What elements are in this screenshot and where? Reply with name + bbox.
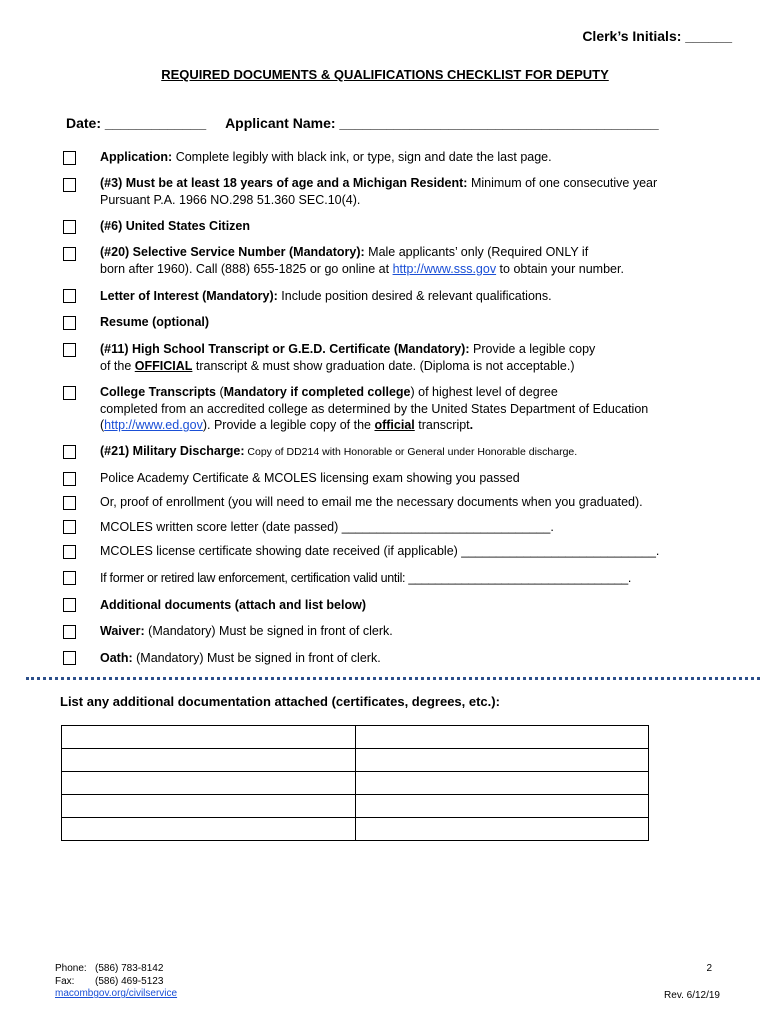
applicant-name-label[interactable]: Applicant Name: _________________________________________ xyxy=(225,115,659,131)
item-college: College Transcripts (Mandatory if completed college) of highest level of degree completed from an accredited college as determined by the United States Department of Education (http://www.ed.gov). Provide a legible copy of the official transcript. xyxy=(100,385,649,432)
item-letter-of-interest: Letter of Interest (Mandatory): Include position desired & relevant qualifications. xyxy=(100,289,552,303)
table-row xyxy=(62,726,649,749)
item-military: (#21) Military Discharge: Copy of DD214 with Honorable or General under Honorable discharge. xyxy=(100,444,578,458)
table-cell[interactable] xyxy=(355,772,649,795)
item-citizen: (#6) United States Citizen xyxy=(100,219,251,233)
additional-docs-table xyxy=(61,725,649,841)
item-resume: Resume (optional) xyxy=(100,315,210,329)
checkbox-college[interactable] xyxy=(63,386,76,400)
table-row xyxy=(62,795,649,818)
sss-link[interactable]: http://www.sss.gov xyxy=(392,261,497,276)
checkbox-waiver[interactable] xyxy=(63,625,76,639)
dotted-divider xyxy=(26,677,760,680)
item-score-letter: MCOLES written score letter (date passed) ______________________________. xyxy=(100,520,554,534)
table-cell[interactable] xyxy=(355,726,649,749)
checkbox-age-residency[interactable] xyxy=(63,178,76,192)
item-academy: Police Academy Certificate & MCOLES licensing exam showing you passed xyxy=(100,471,520,485)
ed-gov-link[interactable]: http://www.ed.gov xyxy=(104,418,203,432)
checkbox-citizen[interactable] xyxy=(63,220,76,234)
checkbox-score-letter[interactable] xyxy=(63,520,76,534)
table-cell[interactable] xyxy=(355,749,649,772)
phone-label: Phone: xyxy=(55,963,87,974)
revision-date: Rev. 6/12/19 xyxy=(664,990,720,1001)
additional-docs-label: List any additional documentation attached (certificates, degrees, etc.): xyxy=(60,694,500,709)
item-retired: If former or retired law enforcement, certification valid until: _________________________________. xyxy=(100,571,632,585)
checkbox-additional[interactable] xyxy=(63,598,76,612)
table-row xyxy=(62,772,649,795)
item-waiver: Waiver: (Mandatory) Must be signed in front of clerk. xyxy=(100,624,393,638)
page-title: REQUIRED DOCUMENTS & QUALIFICATIONS CHECKLIST FOR DEPUTY xyxy=(161,67,609,82)
item-additional: Additional documents (attach and list below) xyxy=(100,598,366,612)
checkbox-military[interactable] xyxy=(63,445,76,459)
table-cell[interactable] xyxy=(62,795,356,818)
checkbox-selective-service[interactable] xyxy=(63,247,76,261)
checkbox-high-school[interactable] xyxy=(63,343,76,357)
footer-contact xyxy=(55,963,177,1001)
checkbox-academy[interactable] xyxy=(63,472,76,486)
table-cell[interactable] xyxy=(62,726,356,749)
table-cell[interactable] xyxy=(355,795,649,818)
item-application: Application: Complete legibly with black ink, or type, sign and date the last page. xyxy=(100,150,552,164)
table-row xyxy=(62,818,649,841)
checkbox-letter-of-interest[interactable] xyxy=(63,289,76,303)
table-cell[interactable] xyxy=(62,749,356,772)
table-cell[interactable] xyxy=(62,818,356,841)
checkbox-enrollment[interactable] xyxy=(63,496,76,510)
fax-number: (586) 469-5123 xyxy=(95,975,164,987)
page-number: 2 xyxy=(706,963,712,974)
item-selective-service: (#20) Selective Service Number (Mandatory): Male applicants’ only (Required ONLY if born after 1960). Call (888) 655-1825 or go online at http://www.sss.gov to obtain your number. xyxy=(100,245,624,276)
table-cell[interactable] xyxy=(62,772,356,795)
date-label[interactable]: Date: _____________ xyxy=(66,115,207,131)
table-cell[interactable] xyxy=(355,818,649,841)
clerk-initials: Clerk’s Initials: ______ xyxy=(582,28,732,44)
table-row xyxy=(62,749,649,772)
item-license: MCOLES license certificate showing date received (if applicable) ____________________________. xyxy=(100,544,660,558)
checkbox-license[interactable] xyxy=(63,545,76,559)
item-age-residency: (#3) Must be at least 18 years of age and a Michigan Resident: Minimum of one consecutive year Pursuant P.A. 1966 NO.298 51.360 SEC.10(4). xyxy=(100,176,658,207)
checkbox-resume[interactable] xyxy=(63,316,76,330)
phone-number: (586) 783-8142 xyxy=(95,963,164,974)
fax-label: Fax: xyxy=(55,975,75,987)
item-enrollment: Or, proof of enrollment (you will need to email me the necessary documents when you graduated). xyxy=(100,495,643,509)
date-applicant-line xyxy=(66,115,659,131)
checkbox-retired[interactable] xyxy=(63,571,76,585)
item-high-school: (#11) High School Transcript or G.E.D. Certificate (Mandatory): Provide a legible copy of the OFFICIAL transcript & must show graduation date. (Diploma is not acceptable.) xyxy=(100,342,596,373)
checkbox-application[interactable] xyxy=(63,151,76,165)
checkbox-oath[interactable] xyxy=(63,651,76,665)
website-link[interactable]: macombgov.org/civilservice xyxy=(55,988,178,999)
item-oath: Oath: (Mandatory) Must be signed in front of clerk. xyxy=(100,651,381,665)
